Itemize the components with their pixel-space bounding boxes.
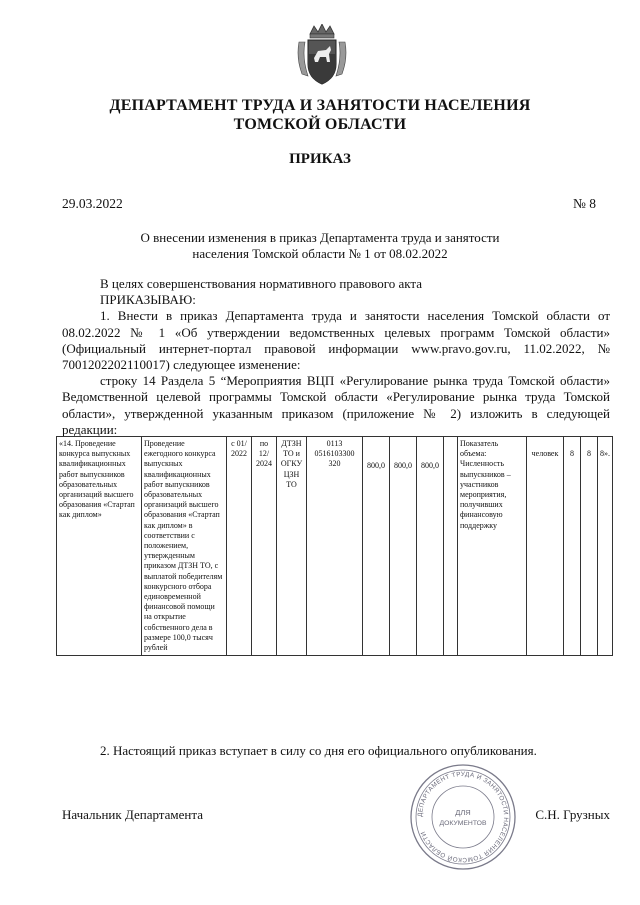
budget-code-cell: 0113 0516103300 320 — [307, 437, 363, 656]
item-1-text: 1. Внести в приказ Департамента труда и занятости населения Томской области от 08.02.2022 № 1 «Об утверждении ведомственных целевых программ Томской области» (Официальный интернет-портал правовой информации www.pravo.gov.ru, 11.02.2022, № 7001202202110017) следующее изменение: — [62, 308, 610, 373]
unit-cell: человек — [527, 437, 564, 656]
executor-cell: ДТЗН ТО и ОГКУ ЦЗН ТО — [277, 437, 307, 656]
description-cell: Проведение ежегодного конкурса выпускных квалификационных работ выпускников образовательных организаций высшего образования «Стартап как диплом» в соответствии с положением, утвержденным приказом ДТЗН ТО, с выплатой победителям конкурсного отбора единовременной финансовой помощи на открытие собственного дела в размере 100,0 тысяч рублей — [142, 437, 227, 656]
stamp-center-line-1: ДЛЯ — [455, 808, 471, 817]
stamp-ring-text: ДЕПАРТАМЕНТ ТРУДА И ЗАНЯТОСТИ НАСЕЛЕНИЯ ТОМСКОЙ ОБЛАСТИ — [416, 770, 510, 864]
department-name — [0, 96, 640, 134]
department-line-2: ТОМСКОЙ ОБЛАСТИ — [233, 116, 407, 133]
order-number: № 8 — [572, 196, 596, 211]
amount-3-cell: 800,0 — [417, 437, 444, 656]
command-text: ПРИКАЗЫВАЮ: — [100, 292, 196, 308]
stamp-center-line-2: ДОКУМЕНТОВ — [439, 820, 487, 827]
program-table — [56, 436, 613, 656]
coat-of-arms-icon — [296, 24, 348, 88]
item-2-text: 2. Настоящий приказ вступает в силу со дня его официального опубликования. — [100, 743, 537, 758]
subject-line-2: населения Томской области № 1 от 08.02.2022 — [192, 246, 448, 261]
subject-line-1: О внесении изменения в приказ Департамента труда и занятости — [140, 230, 500, 245]
empty-cell — [444, 437, 458, 656]
period-from-cell: с 01/ 2022 — [227, 437, 252, 656]
order-body — [62, 276, 610, 438]
purpose-text: В целях совершенствования нормативного правового акта — [100, 276, 423, 291]
department-line-1: ДЕПАРТАМЕНТ ТРУДА И ЗАНЯТОСТИ НАСЕЛЕНИЯ — [109, 97, 531, 114]
signatory-position: Начальник Департамента — [62, 807, 203, 822]
amount-2-cell: 800,0 — [390, 437, 417, 656]
value-3-cell: 8». — [598, 437, 613, 656]
period-to-cell: по 12/ 2024 — [252, 437, 277, 656]
item-1-detail-text: строку 14 Раздела 5 “Мероприятия ВЦП «Регулирование рынка труда Томской области» Ведомственной целевой программы Томской области «Регулирование рынка труда Томской области», утвержденной указанным приказом (приложение № 2) изложить в следующей редакции: — [62, 373, 610, 437]
indicator-cell: Показатель объема: Численность выпускников – участников мероприятия, получивших финансовую поддержку — [458, 437, 527, 656]
order-date: 29.03.2022 — [62, 196, 123, 211]
value-1-cell: 8 — [564, 437, 581, 656]
order-title: ПРИКАЗ — [289, 151, 351, 167]
official-stamp — [408, 762, 518, 872]
amount-total-cell: 800,0 — [363, 437, 390, 656]
order-subject — [100, 230, 540, 262]
signatory-name: С.Н. Грузных — [535, 807, 610, 822]
svg-text:ДЕПАРТАМЕНТ ТРУДА И ЗАНЯТОСТИ — [417, 771, 509, 863]
table-row — [57, 437, 613, 656]
value-2-cell: 8 — [581, 437, 598, 656]
event-cell: «14. Проведение конкурса выпускных квалификационных работ выпускников образовательных организаций высшего образования «Стартап как диплом» — [57, 437, 142, 656]
